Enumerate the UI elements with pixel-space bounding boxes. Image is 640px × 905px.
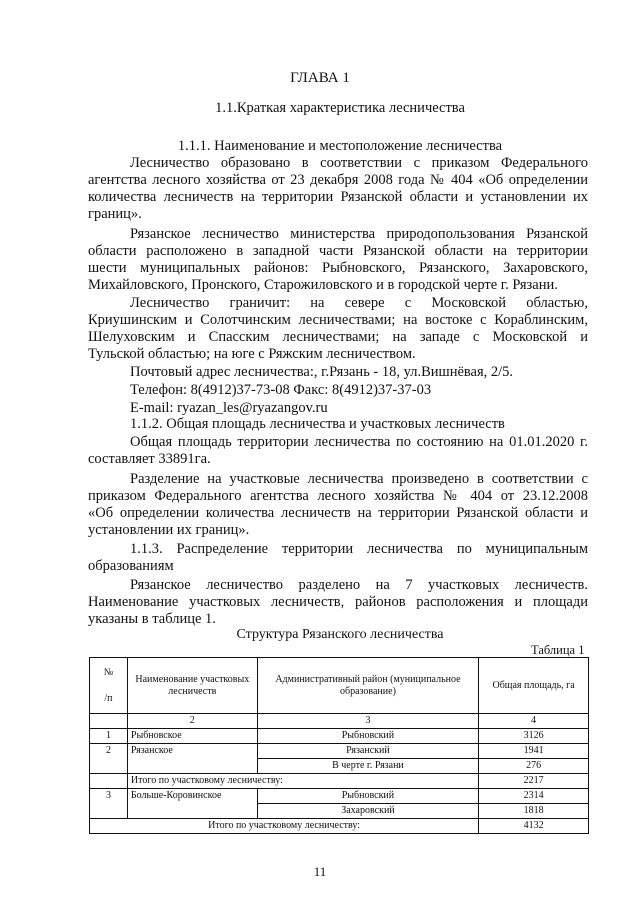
row-area: 2314	[479, 789, 589, 804]
para1-line3: количества лесничеств на территории Рязанской области и установлении их	[88, 189, 588, 205]
para7-line1: Рязанское лесничество разделено на 7 участковых лесничеств.	[130, 577, 588, 593]
row-district: Рыбновский	[257, 789, 479, 804]
row-district: Рыбновский	[257, 729, 479, 744]
para4-line2: составляет 33891га.	[88, 451, 211, 467]
structure-table	[89, 657, 589, 834]
para2-line3: шести муниципальных районов: Рыбновского, Рязанского, Захаровского,	[88, 260, 588, 276]
para7-line3: указаны в таблице 1.	[88, 611, 216, 627]
row-district: В черте г. Рязани	[257, 759, 479, 774]
row-area: 3126	[479, 729, 589, 744]
para3-line2: Криушинским и Солотчинским лесничествами; на востоке с Кораблинским,	[88, 312, 588, 328]
postal-address: Почтовый адрес лесничества:, г.Рязань - 18, ул.Вишнёвая, 2/5.	[130, 364, 514, 380]
chapter-heading: ГЛАВА 1	[290, 70, 350, 86]
table-row	[90, 744, 589, 759]
para1-line1: Лесничество образовано в соответствии с приказом Федерального	[130, 155, 588, 171]
row-district: Захаровский	[257, 804, 479, 819]
row-no: 3	[90, 789, 128, 819]
para3-line1: Лесничество граничит: на севере с Московской областью,	[130, 295, 588, 311]
para5-line4: установлении их границ».	[88, 522, 250, 538]
row-no: 2	[90, 744, 128, 774]
subtotal-row	[90, 819, 589, 834]
table-row	[90, 729, 589, 744]
subsection-heading-1-1-2: 1.1.2. Общая площадь лесничества и участковых лесничеств	[130, 416, 505, 432]
row-area: 1941	[479, 744, 589, 759]
row-area: 276	[479, 759, 589, 774]
para3-line3: Шелуховским и Спасским лесничествами; на западе с Московской и	[88, 329, 588, 345]
header-district: Административный район (муниципальное образование)	[257, 658, 479, 714]
column-number-row	[90, 714, 589, 729]
subtotal-value: 2217	[479, 774, 589, 789]
subtotal-label: Итого по участковому лесничеству:	[127, 774, 478, 789]
para1-line4: границ».	[88, 206, 142, 222]
para4-line1: Общая площадь территории лесничества по состоянию на 01.01.2020 г.	[130, 434, 588, 450]
row-forestry: Рыбновское	[127, 729, 257, 744]
table-row	[90, 789, 589, 804]
page-number: 11	[313, 864, 327, 879]
row-area: 1818	[479, 804, 589, 819]
subtotal-value: 4132	[479, 819, 589, 834]
para2-line1: Рязанское лесничество министерства природопользования Рязанской	[130, 226, 588, 242]
para5-line3: «Об определении количества лесничеств на территории Рязанской области и	[88, 505, 588, 521]
row-district: Рязанский	[257, 744, 479, 759]
header-no: № /п	[90, 658, 128, 714]
phone-fax: Телефон: 8(4912)37-73-08 Факс: 8(4912)37-37-03	[130, 382, 432, 398]
subtotal-row	[90, 774, 589, 789]
row-no: 1	[90, 729, 128, 744]
para7-line2: Наименование участковых лесничеств, районов расположения и площади	[88, 594, 588, 610]
subsection-heading-1-1-1: 1.1.1. Наименование и местоположение лесничества	[177, 138, 503, 154]
header-name: Наименование участковых лесничеств	[127, 658, 257, 714]
table-label: Таблица 1	[531, 643, 585, 657]
colnum-4: 4	[479, 714, 589, 729]
subtotal-label: Итого по участковому лесничеству:	[90, 819, 479, 834]
para1-line2: агентства лесного хозяйства от 23 декабря 2008 года № 404 «Об определении	[88, 172, 588, 188]
row-forestry: Больше-Коровинское	[127, 789, 257, 819]
row-forestry: Рязанское	[127, 744, 257, 774]
header-area: Общая площадь, га	[479, 658, 589, 714]
para6-line2: образованиям	[88, 558, 174, 574]
table-header-row	[90, 658, 589, 714]
para5-line1: Разделение на участковые лесничества произведено в соответствии с	[130, 471, 588, 487]
colnum-3: 3	[257, 714, 479, 729]
email: E-mail: ryazan_les@ryazangov.ru	[130, 400, 328, 416]
section-heading: 1.1.Краткая характеристика лесничества	[215, 100, 465, 116]
colnum-2: 2	[127, 714, 257, 729]
para6-line1: 1.1.3. Распределение территории лесничества по муниципальным	[130, 541, 588, 557]
para2-line4: Михайловского, Пронского, Старожиловского и в городской черте г. Рязани.	[88, 277, 558, 293]
para2-line2: области расположено в западной части Рязанской области на территории	[88, 243, 588, 259]
para3-line4: Тульской областью; на юге с Ряжским лесничеством.	[88, 346, 416, 362]
table-title: Структура Рязанского лесничества	[236, 627, 444, 642]
para5-line2: приказом Федерального агентства лесного хозяйства № 404 от 23.12.2008	[88, 488, 588, 504]
